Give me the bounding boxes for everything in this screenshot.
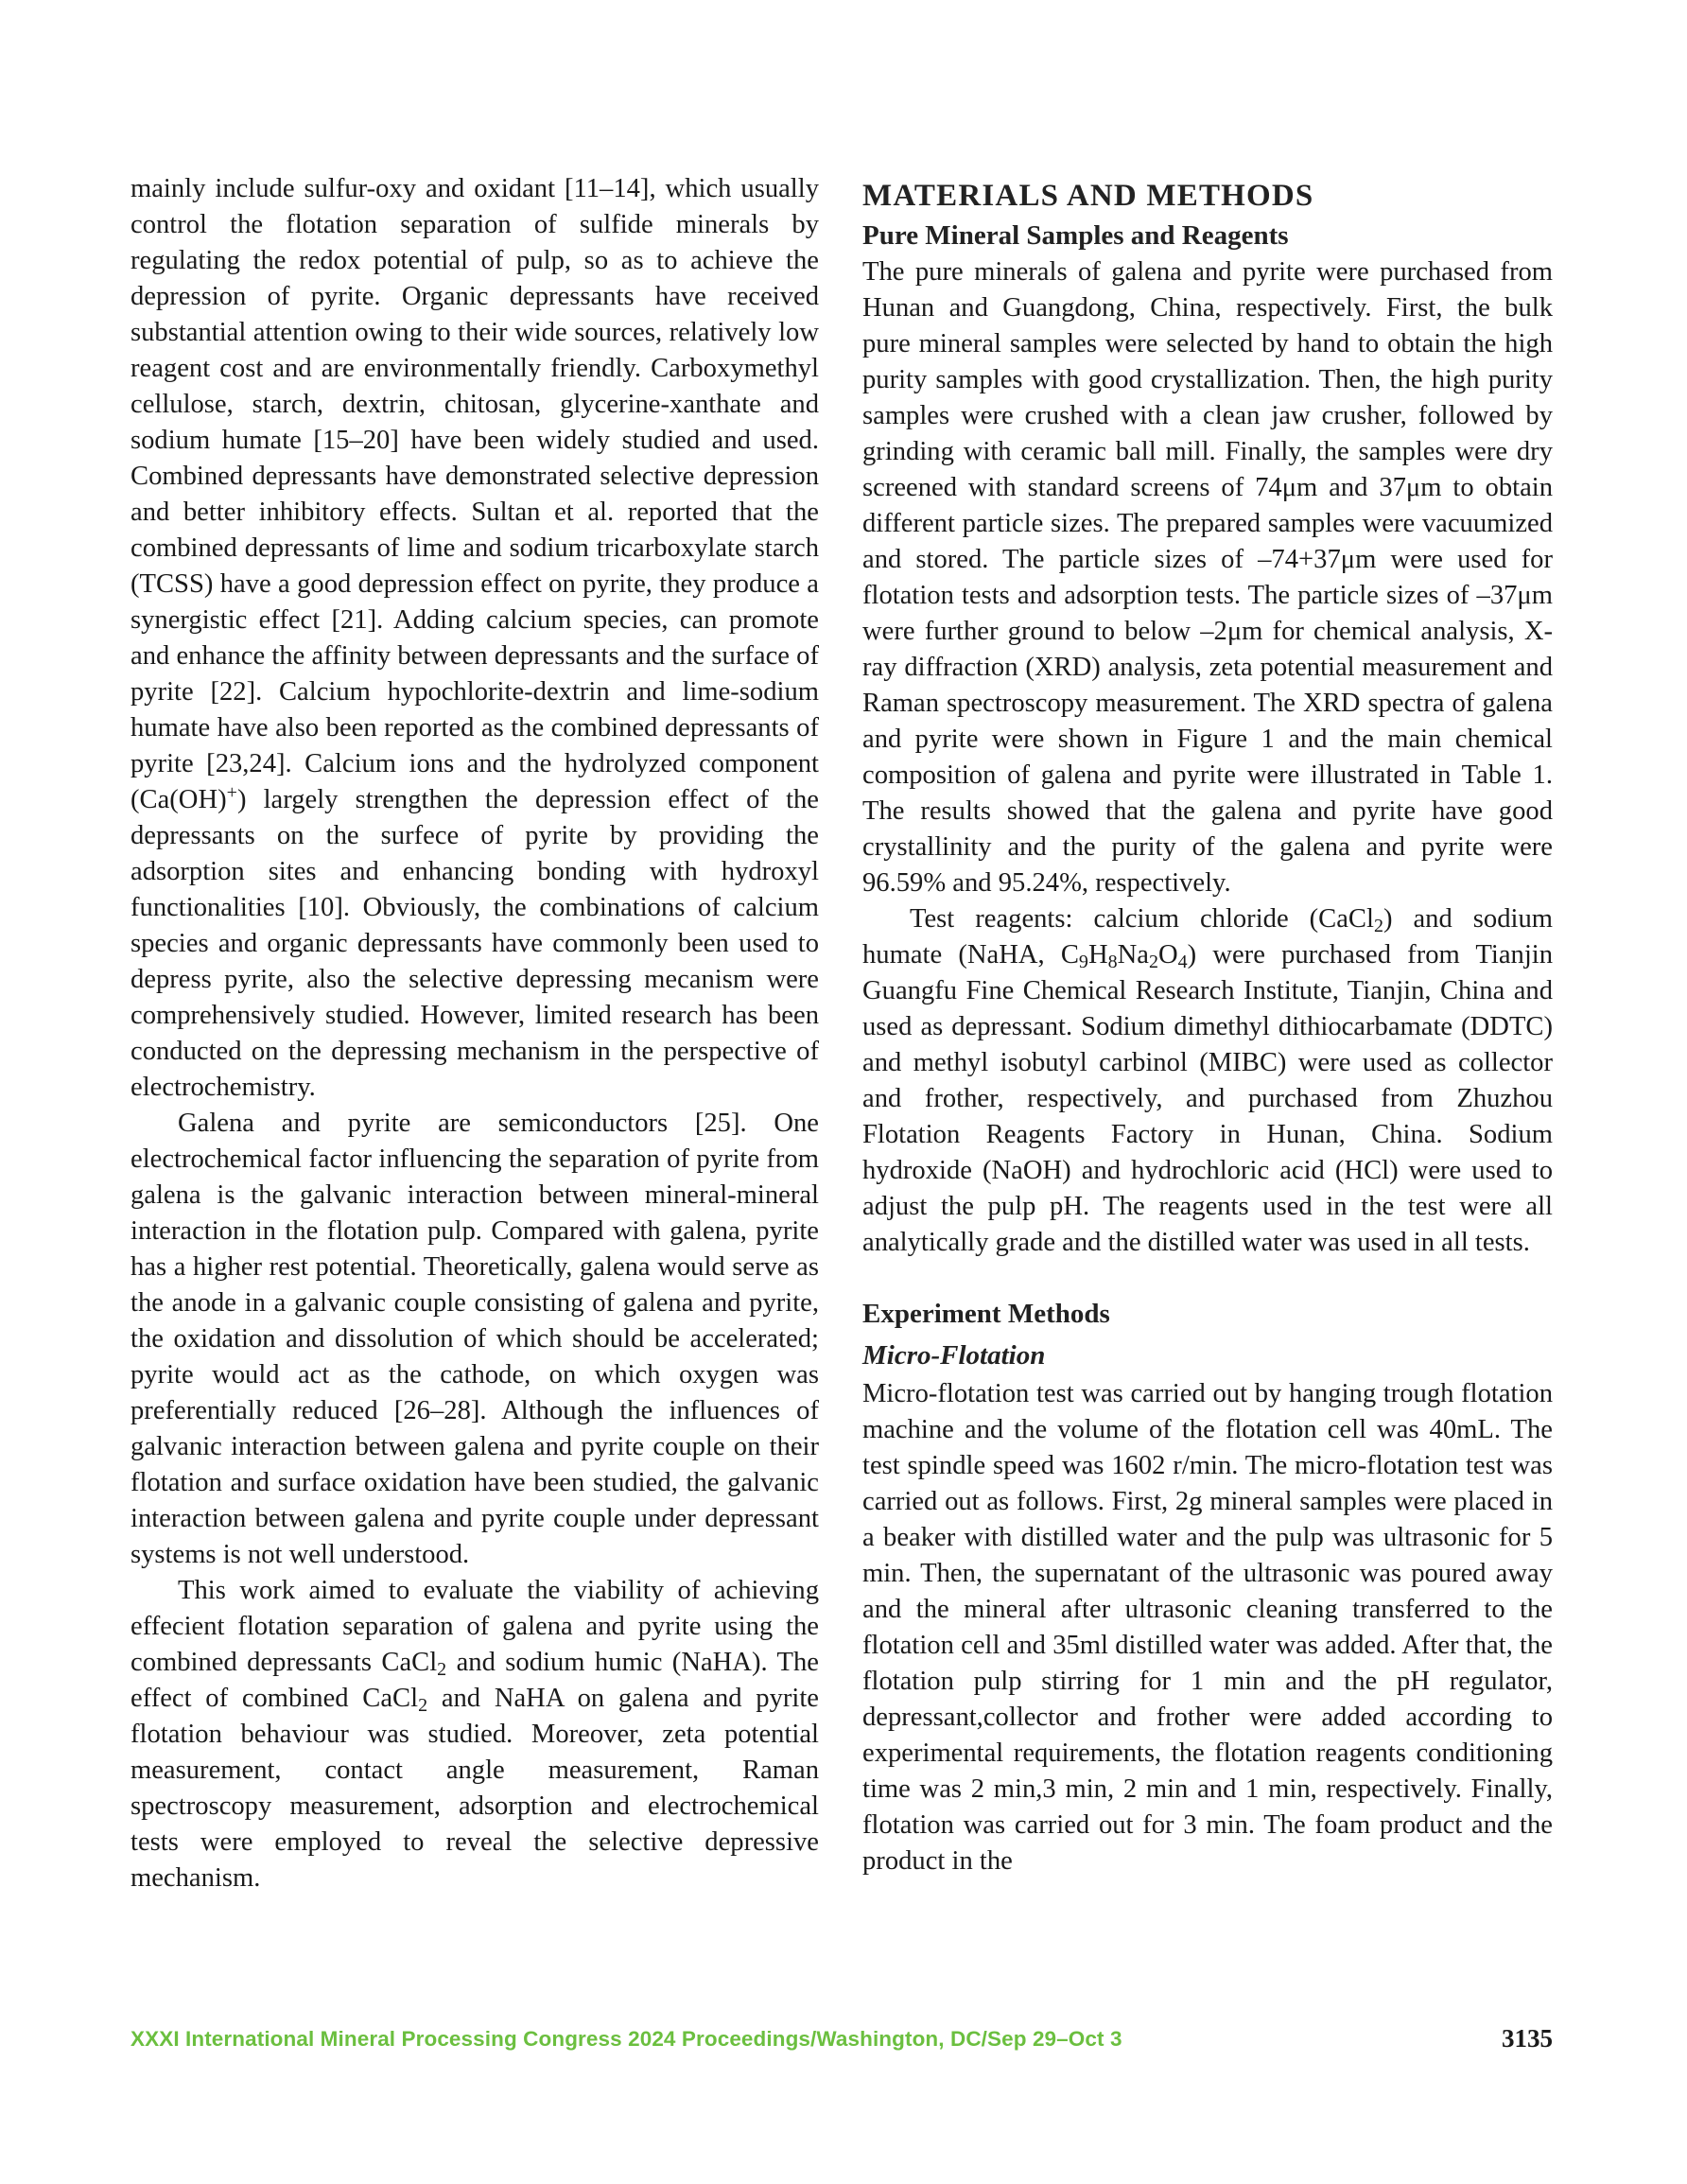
subsubsection-heading-microflotation: Micro-Flotation [862,1340,1046,1371]
subscript-4: 4 [1177,952,1188,972]
subscript-9: 9 [1078,952,1088,972]
paragraph-reagents-text-b: ) and sodium humate (NaHA, C [862,904,1553,970]
paragraph-microflotation: Micro-flotation test was carried out by hanging trough flotation machine and the volume of the flotation cell was 40mL. The test spindle speed was 1602 r/min. The micro-flotation test was carried out as follows. First, 2g mineral samples were placed in a beaker with distilled water and the pulp was ultrasonic for 5 min. Then, the supernatant of the ultrasonic was poured away and the mineral after ultrasonic cleaning transferred to the flotation cell and 35ml distilled water was added. After that, the flotation pulp stirring for 1 min and the pH regulator, depressant,collector and frother were added according to experimental requirements, the flotation reagents conditioning time was 2 min,3 min, 2 min and 1 min, respectively. Finally, flotation was carried out for 3 min. The foam product and the product in the [862,1379,1553,1876]
paragraph-depressants-tail: ) largely strengthen the depression effect of the depressants on the surfece of pyrite by providing the adsorption sites and enhancing bonding with hydroxyl functionalities [10]. Obviously, the combinations of calcium species and organic depressants have commonly been used to depress pyrite, also the selective depressing mecanism were comprehensively studied. However, limited research has been conducted on the depressing mechanism in the perspective of electrochemistry. [130,785,819,1102]
subscript-2: 2 [1148,952,1158,972]
subsection-heading-methods: Experiment Methods [862,1299,1110,1329]
paragraph-reagents-text-d: Na [1117,940,1149,970]
paragraph-reagents-text-c: H [1087,940,1108,970]
subscript-8: 8 [1107,952,1118,972]
paragraph-aim-text-c: and NaHA on galena and pyrite flotation behaviour was studied. Moreover, zeta potential measurement, contact angle measurement, Raman spectroscopy measurement, adsorption and electrochemical tests were employed to reveal the selective depressive mechanism. [130,1684,819,1893]
paragraph-reagents-text-f: ) were purchased from Tianjin Guangfu Fine Chemical Research Institute, Tianjin, China and used as depressant. Sodium dimethyl dithiocarbamate (DDTC) and methyl isobutyl carbinol (MIBC) were used as collector and frother, respectively, and purchased from Zhuzhou Flotation Reagents Factory in Hunan, China. Sodium hydroxide (NaOH) and hydrochloric acid (HCl) were used to adjust the pulp pH. The reagents used in the test were all analytically grade and the distilled water was used in all tests. [862,940,1554,1257]
subscript-2: 2 [418,1695,428,1716]
footer-page-number: 3135 [1502,2024,1553,2053]
footer-conference-title: XXXI International Mineral Processing Congress 2024 Proceedings/Washington, DC/Sep 29–Oct 3 [130,2027,1122,2051]
paragraph-aim [130,1573,819,1896]
subscript-2: 2 [1373,916,1383,936]
subsection-heading-samples: Pure Mineral Samples and Reagents [862,220,1289,251]
paragraph-reagents-text-e: O [1157,940,1178,970]
paragraph-aim-text-a: This work aimed to evaluate the viability of achieving effecient flotation separation of galena and pyrite using the combined depressants CaCl [130,1576,819,1677]
paragraph-samples: The pure minerals of galena and pyrite were purchased from Hunan and Guangdong, China, respectively. First, the bulk pure mineral samples were selected by hand to obtain the high purity samples with good crystallization. Then, the high purity samples were crushed with a clean jaw crusher, followed by grinding with ceramic ball mill. Finally, the samples were dry screened with standard screens of 74μm and 37μm to obtain different particle sizes. The prepared samples were vacuumized and stored. The particle sizes of –74+37μm were used for flotation tests and adsorption tests. The particle sizes of –37μm were further ground to below –2μm for chemical analysis, X-ray diffraction (XRD) analysis, zeta potential measurement and Raman spectroscopy measurement. The XRD spectra of galena and pyrite were shown in Figure 1 and the main chemical composition of galena and pyrite were illustrated in Table 1. The results showed that the galena and pyrite have good crystallinity and the purity of the galena and pyrite were 96.59% and 95.24%, respectively. [862,257,1553,898]
paragraph-galvanic: Galena and pyrite are semiconductors [25]. One electrochemical factor influencing the separation of pyrite from galena is the galvanic interaction between mineral-mineral interaction in the flotation pulp. Compared with galena, pyrite has a higher rest potential. Theoretically, galena would serve as the anode in a galvanic couple consisting of galena and pyrite, the oxidation and dissolution of which should be accelerated; pyrite would act as the cathode, on which oxygen was preferentially reduced [26–28]. Although the influences of galvanic interaction between galena and pyrite couple on their flotation and surface oxidation have been studied, the galvanic interaction between galena and pyrite couple under depressant systems is not well understood. [130,1109,819,1569]
right-column [862,171,1553,1879]
left-column [130,171,819,1896]
subscript-2: 2 [437,1659,447,1680]
paragraph-aim-text-b: and sodium humic (NaHA). The effect of combined CaCl [130,1648,819,1713]
paragraph-reagents [862,901,1553,1261]
paragraph-reagents-text-a: Test reagents: calcium chloride (CaCl [910,904,1374,934]
paragraph-depressants-text: mainly include sulfur-oxy and oxidant [11–14], which usually control the flotation separation of sulfide minerals by regulating the redox potential of pulp, so as to achieve the depression of pyrite. Organic depressants have received substantial attention owing to their wide sources, relatively low reagent cost and are environmentally friendly. Carboxymethyl cellulose, starch, dextrin, chitosan, glycerine-xanthate and sodium humate [15–20] have been widely studied and used. Combined depressants have demonstrated selective depression and better inhibitory effects. Sultan et al. reported that the combined depressants of lime and sodium tricarboxylate starch (TCSS) have a good depression effect on pyrite, they produce a synergistic effect [21]. Adding calcium species, can promote and enhance the affinity between depressants and the surface of pyrite [22]. Calcium hypochlorite-dextrin and lime-sodium humate have also been reported as the combined depressants of pyrite [23,24]. Calcium ions and the hydrolyzed component (Ca(OH) [130,174,819,814]
section-heading: MATERIALS AND METHODS [862,179,1314,213]
paragraph-depressants [130,171,819,1106]
superscript-plus: + [226,782,237,803]
